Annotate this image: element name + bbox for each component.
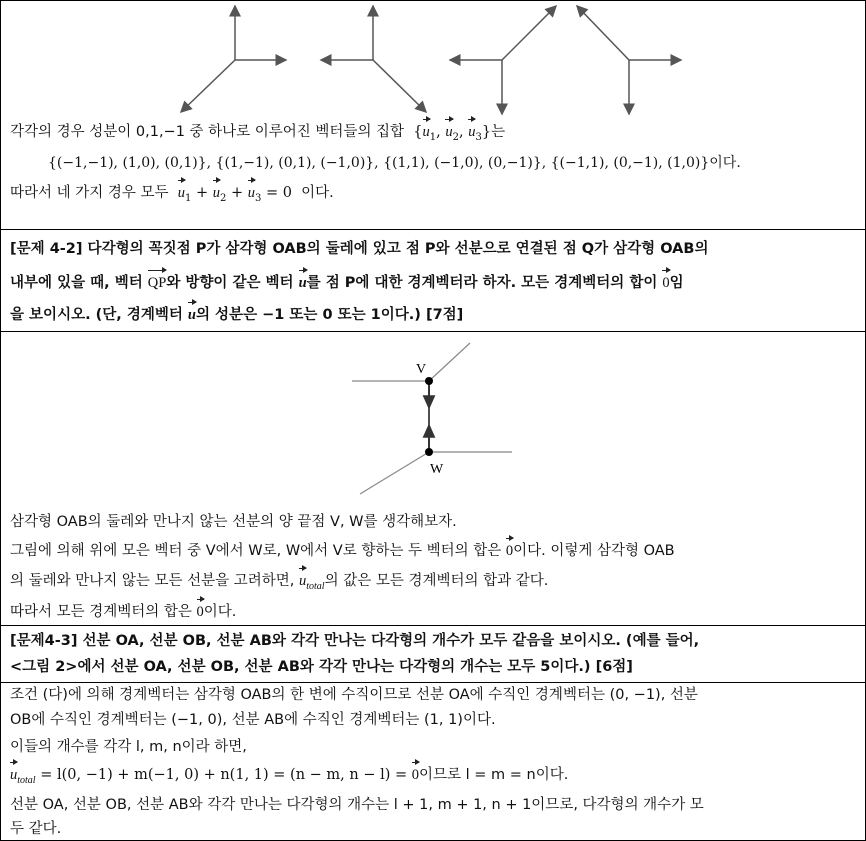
sub-2: 2 [452,131,459,143]
section2-line2 [10,541,675,561]
segment-vw-diagram [0,332,866,502]
section2-line1: 삼각형 OAB의 둘레와 만나지 않는 선분의 양 끝점 V, W를 생각해보자. [10,514,457,530]
problem-4-2-line2 [10,273,684,293]
zero-vector-eq: = 0 [265,185,292,201]
divider [0,229,866,230]
section3-line4 [10,765,568,791]
divider [0,682,866,683]
vector-diagrams [0,0,866,118]
set-intro-text: 각각의 경우 성분이 0,1,−1 중 하나로 이루어진 벡터들의 집합 [10,124,405,140]
p42-l3-b: 의 성분은 −1 또는 0 또는 1이다.) [7점] [196,307,464,323]
sub-total: total [17,774,36,786]
vector-u1: u [422,124,430,140]
vector-u-boundary: u [187,307,196,323]
sub-total: total [306,580,325,592]
problem-4-2-line3 [10,305,463,325]
sub-1: 1 [429,131,437,143]
section2-line3 [10,571,548,597]
vector-set-list: {(−1,−1), (1,0), (0,1)}, {(1,−1), (0,1), (−1,0)}, {(1,1), (−1,0), (0,−1)}, {(−1,1), (0,−1), (1,0)}이다. [48,155,741,171]
sum-line: 따라서 네 가지 경우 모두 $u_1 + u_2 + u_3 = 0$ 이다. [10,185,334,204]
s2-l3-a: 의 둘레와 만나지 않는 모든 선분을 고려하면, [10,573,295,589]
divider [0,625,866,626]
s2-l4-b: 이다. [203,604,237,620]
vector-u1-sum: u [177,185,185,201]
s2-l2-b: 이다. 이렇게 삼각형 OAB [513,543,675,559]
problem-4-3-line1: [문제4-3] 선분 OA, 선분 OB, 선분 AB와 각각 만나는 다각형의 개수가 모두 같음을 보이시오. (예를 들어, [10,633,700,649]
vector-u3-sum: u [247,185,255,201]
vector-u3: u [468,124,476,140]
vector-set-notation: {$u_1$, $u_2$, $u_3$} [408,124,492,143]
sum-line-suffix: 이다. [301,185,334,201]
total-equation: = l(0, −1) + m(−1, 0) + n(1, 1) = (n − m, n − l) = [40,767,408,783]
zero-vector: 0 [505,543,514,559]
s2-l4-a: 따라서 모든 경계벡터의 합은 [10,604,192,620]
zero-vector: 0 [662,275,670,291]
s2-l3-b: 의 값은 모든 경계벡터의 합과 같다. [324,573,549,589]
p42-l2-b: 와 방향이 같은 벡터 [166,275,294,291]
section3-line2: OB에 수직인 경계벡터는 (−1, 0), 선분 AB에 수직인 경계벡터는 (1, 1)이다. [10,712,496,728]
sub-3: 3 [475,131,482,143]
vector-u2-sum: u [212,185,220,201]
section3-line5: 선분 OA, 선분 OB, 선분 AB와 각각 만나는 다각형의 개수는 l + 1, m + 1, n + 1이므로, 다각형의 개수가 모 [10,797,704,813]
sum-line-text: 따라서 네 가지 경우 모두 [10,185,169,201]
vector-u-total: u [10,767,18,783]
p42-l2-c: 를 점 P에 대한 경계벡터라 하자. 모든 경계벡터의 합이 [306,275,658,291]
section3-line3: 이들의 개수를 각각 l, m, n이라 하면, [10,739,247,755]
label-w: W [430,462,444,477]
p42-l2-d: 임 [669,275,684,291]
s2-l2-a: 그림에 의해 위에 모은 벡터 중 V에서 W로, W에서 V로 향하는 두 벡터의 합은 [10,543,502,559]
vector-u-total: u [299,573,307,589]
problem-4-3-line2: <그림 2>에서 선분 OA, 선분 OB, 선분 AB와 각각 만나는 다각형의 개수는 모두 5이다.) [6점] [10,659,633,675]
vector-u: u [298,275,307,291]
set-intro-line [10,122,505,148]
zero-vector: 0 [411,767,419,783]
s3-l4-b: 이므로 l = m = n이다. [419,767,569,783]
section3-line1: 조건 (다)에 의해 경계벡터는 삼각형 OAB의 한 변에 수직이므로 선분 OA에 수직인 경계벡터는 (0, −1), 선분 [10,687,698,703]
set-intro-suffix: 는 [491,124,506,140]
problem-4-2-line1: [문제 4-2] 다각형의 꼭짓점 P가 삼각형 OAB의 둘레에 있고 점 P와 선분으로 연결된 점 Q가 삼각형 OAB의 [10,241,709,257]
section3-line6: 두 같다. [10,821,62,837]
label-v: V [416,362,427,377]
section2-line4 [10,602,236,622]
vector-qp: QP [147,275,167,291]
vector-u2: u [445,124,453,140]
p42-l3-a: 을 보이시오. (단, 경계벡터 [10,307,183,323]
zero-vector: 0 [196,604,204,620]
p42-l2-a: 내부에 있을 때, 벡터 [10,275,143,291]
